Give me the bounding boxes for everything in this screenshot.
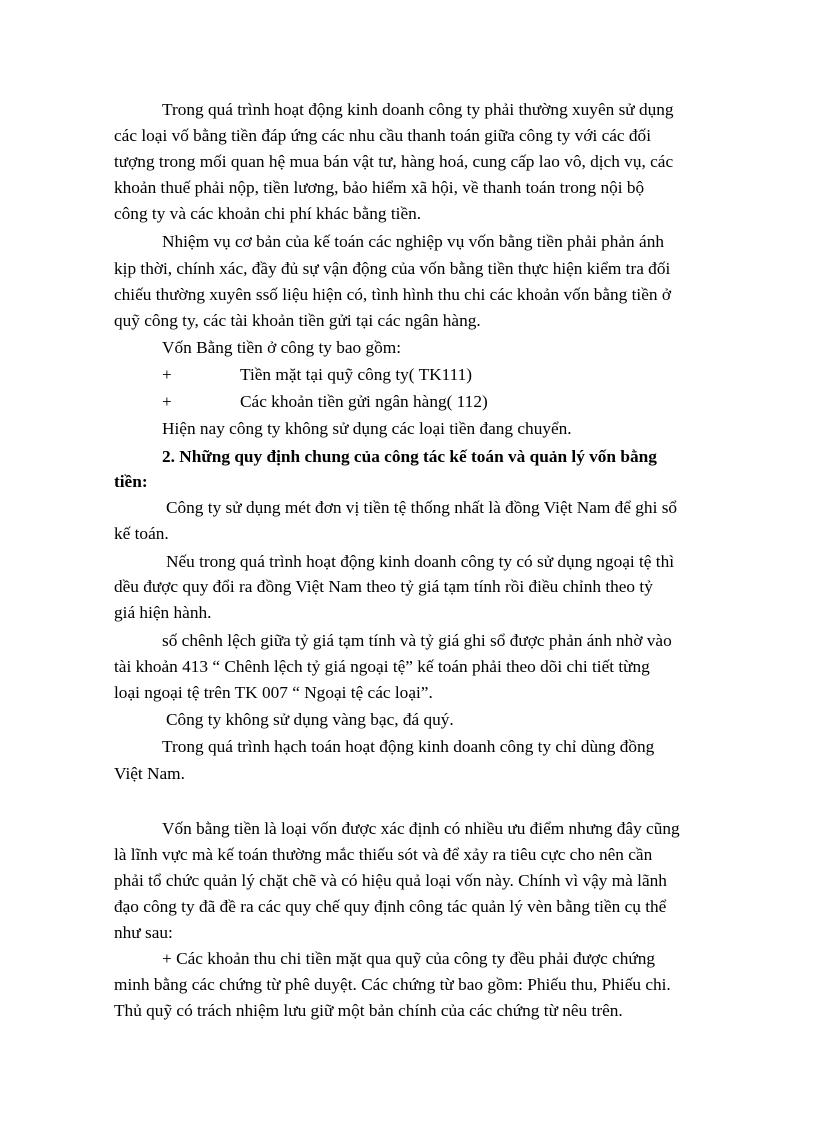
- text-line: Vốn bằng tiền là loại vốn được xác định có nhiều ưu điểm nhưng đây cũng: [162, 819, 680, 838]
- text-line: công ty và các khoản chi phí khác bằng tiền.: [114, 204, 422, 223]
- text-line: Trong quá trình hoạt động kinh doanh công ty phải thường xuyên sử dụng: [162, 100, 674, 119]
- text-line: Nhiệm vụ cơ bản của kế toán các nghiệp vụ vốn bằng tiền phải phản ánh: [162, 232, 664, 251]
- text-line: quỹ công ty, các tài khoản tiền gửi tại các ngân hàng.: [114, 311, 481, 330]
- text-line: loại ngoại tệ trên TK 007 “ Ngoại tệ các loại”.: [114, 683, 433, 702]
- list-item-text: Tiền mặt tại quỹ công ty( TK111): [240, 365, 472, 384]
- text-line: chiếu thường xuyên ssố liệu hiện có, tình hình thu chi các khoản vốn bằng tiền ở: [114, 285, 672, 304]
- paragraph-4: Hiện nay công ty không sử dụng các loại tiền đang chuyển.: [162, 419, 572, 438]
- text-line: khoản thuế phải nộp, tiền lương, bảo hiểm xã hội, về thanh toán trong nội bộ: [114, 178, 645, 197]
- text-line: dều được quy đổi ra đồng Việt Nam theo tỷ giá tạm tính rồi điều chỉnh theo tỷ: [114, 577, 653, 596]
- paragraph-3: Vốn Bằng tiền ở công ty bao gồm:: [162, 338, 402, 357]
- text-line: giá hiện hành.: [114, 603, 212, 622]
- list-item-text: Các khoản tiền gửi ngân hàng( 112): [240, 392, 488, 411]
- text-line: số chênh lệch giữa tỷ giá tạm tính và tỷ giá ghi sổ được phản ánh nhờ vào: [162, 631, 672, 650]
- list-marker: +: [162, 392, 172, 411]
- text-line: đạo công ty đã đề ra các quy chế quy định công tác quản lý vèn bằng tiền cụ thể: [114, 897, 667, 916]
- text-line: các loại vố bằng tiền đáp ứng các nhu cầu thanh toán giữa công ty với các đối: [114, 126, 652, 145]
- text-line: kế toán.: [114, 524, 169, 543]
- text-line: kịp thời, chính xác, đầy đủ sự vận động của vốn bằng tiền thực hiện kiểm tra đối: [114, 259, 671, 278]
- paragraph-8: Công ty không sử dụng vàng bạc, đá quý.: [166, 710, 454, 729]
- text-line: phải tổ chức quản lý chặt chẽ và có hiệu quả loại vốn này. Chính vì vậy mà lãnh: [114, 871, 667, 890]
- text-line: là lĩnh vực mà kế toán thường mắc thiếu sót và để xảy ra tiêu cực cho nên cần: [114, 845, 653, 864]
- heading-line: tiền:: [114, 472, 148, 491]
- text-line: Nếu trong quá trình hoạt động kinh doanh công ty có sử dụng ngoại tệ thì: [166, 552, 675, 571]
- text-line: Trong quá trình hạch toán hoạt động kinh doanh công ty chỉ dùng đồng: [162, 737, 655, 756]
- text-line: Công ty sử dụng mét đơn vị tiền tệ thống nhất là đồng Việt Nam để ghi sổ: [166, 498, 678, 517]
- text-line: Thủ quỹ có trách nhiệm lưu giữ một bản chính của các chứng từ nêu trên.: [114, 1001, 623, 1020]
- text-line: Việt Nam.: [114, 764, 185, 783]
- text-line: tượng trong mối quan hệ mua bán vật tư, hàng hoá, cung cấp lao vô, dịch vụ, các: [114, 152, 674, 171]
- list-marker: +: [162, 365, 172, 384]
- heading-line: 2. Những quy định chung của công tác kế toán và quản lý vốn bằng: [162, 447, 657, 466]
- text-line: tài khoản 413 “ Chênh lệch tỷ giá ngoại tệ” kế toán phải theo dõi chi tiết từng: [114, 657, 650, 676]
- text-line: minh bằng các chứng từ phê duyệt. Các chứng từ bao gồm: Phiếu thu, Phiếu chi.: [114, 975, 671, 994]
- text-line: như sau:: [114, 923, 173, 942]
- text-line: + Các khoản thu chi tiền mặt qua quỹ của công ty đều phải được chứng: [162, 949, 656, 968]
